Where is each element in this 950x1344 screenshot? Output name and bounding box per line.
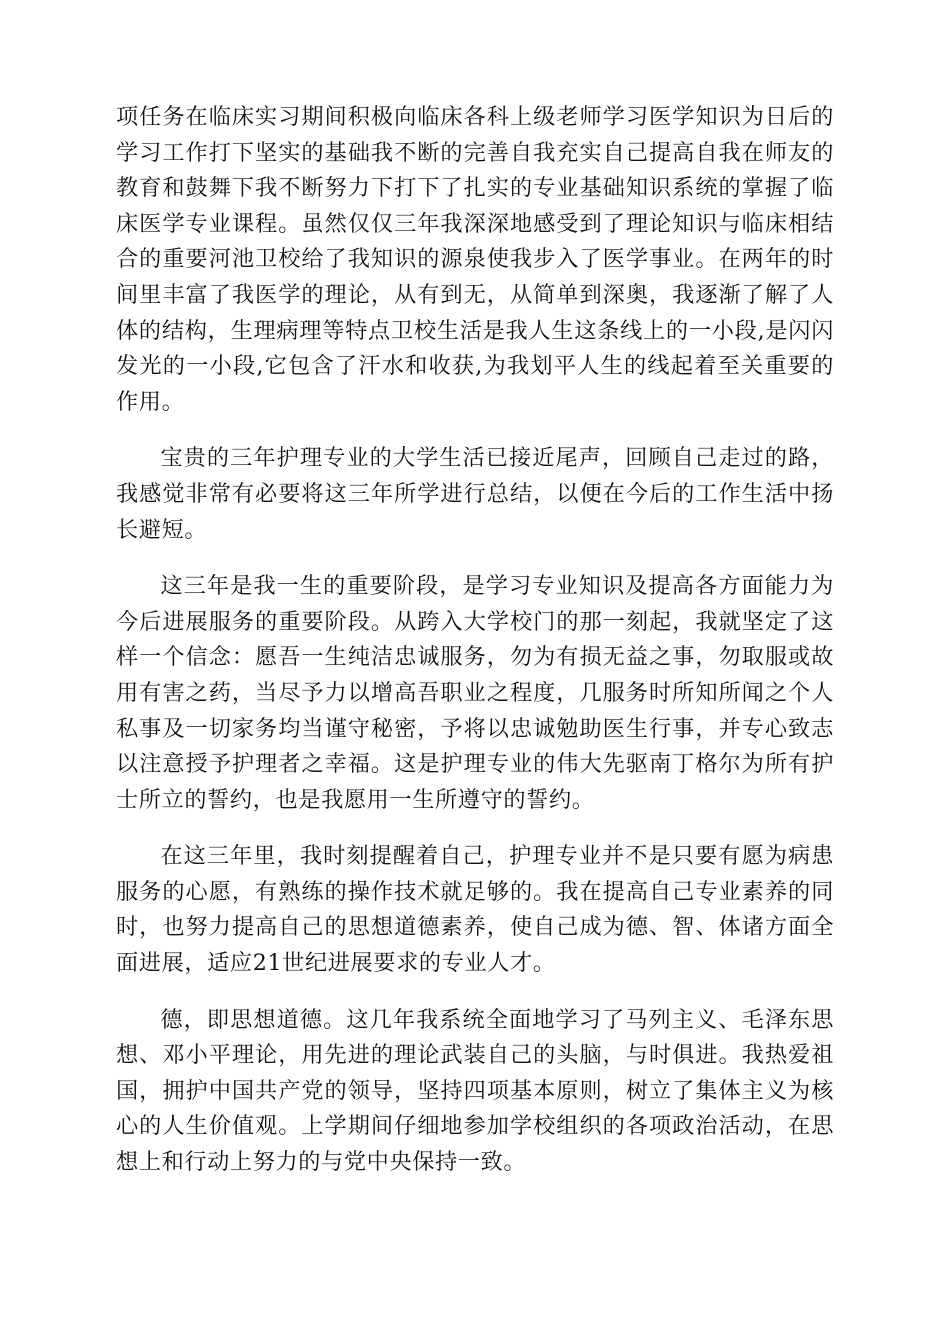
paragraph-continuation: 项任务在临床实习期间积极向临床各科上级老师学习医学知识为日后的学习工作打下坚实的基础我不断的完善自我充实自己提高自我在师友的教育和鼓舞下我不断努力下打下了扎实的专业基础知识系统的掌握了临床医学专业课程。虽然仅仅三年我深深地感受到了理论知识与临床相结合的重要河池卫校给了我知识的源泉使我步入了医学事业。在两年的时间里丰富了我医学的理论，从有到无，从简单到深奥，我逐渐了解了人体的结构，生理病理等特点卫校生活是我人生这条线上的一小段,是闪闪发光的一小段,它包含了汗水和收获,为我划平人生的线起着至关重要的作用。: [116, 104, 834, 415]
paragraph-self-improvement: 在这三年里，我时刻提醒着自己，护理专业并不是只要有愿为病患服务的心愿，有熟练的操作技术就足够的。我在提高自己专业素养的同时，也努力提高自己的思想道德素养，使自己成为德、智、体诸方面全面进展，适应21世纪进展要求的专业人才。: [116, 843, 834, 977]
document-page: [116, 100, 834, 1181]
paragraph-morality: 德，即思想道德。这几年我系统全面地学习了马列主义、毛泽东思想、邓小平理论，用先进的理论武装自己的头脑，与时俱进。我热爱祖国，拥护中国共产党的领导，坚持四项基本原则，树立了集体主义为核心的人生价值观。上学期间仔细地参加学校组织的各项政治活动，在思想上和行动上努力的与党中央保持一致。: [116, 1006, 834, 1176]
paragraph-summary-intro: 宝贵的三年护理专业的大学生活已接近尾声，回顾自己走过的路，我感觉非常有必要将这三年所学进行总结，以便在今后的工作生活中扬长避短。: [116, 445, 834, 543]
paragraph-pledge: 这三年是我一生的重要阶段，是学习专业知识及提高各方面能力为今后进展服务的重要阶段。从跨入大学校门的那一刻起，我就坚定了这样一个信念：愿吾一生纯洁忠诚服务，勿为有损无益之事，勿取服或故用有害之药，当尽予力以增高吾职业之程度，几服务时所知所闻之个人私事及一切家务均当谨守秘密，予将以忠诚勉助医生行事，并专心致志以注意授予护理者之幸福。这是护理专业的伟大先驱南丁格尔为所有护士所立的誓约，也是我愿用一生所遵守的誓约。: [116, 573, 834, 813]
